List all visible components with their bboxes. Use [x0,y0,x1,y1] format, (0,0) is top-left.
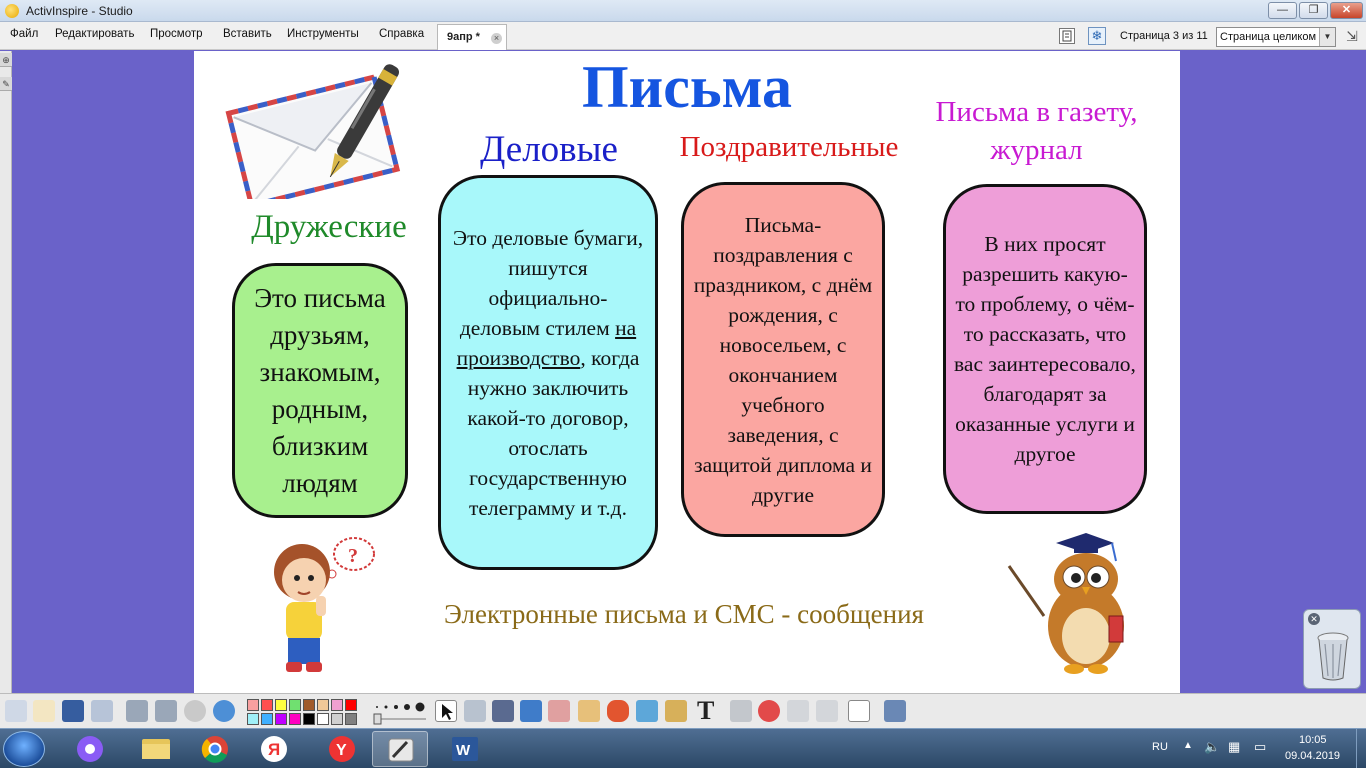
zoom-select[interactable] [1216,27,1336,47]
magic-ink-icon[interactable] [665,700,687,722]
menu-tools[interactable]: Инструменты [287,28,359,40]
main-toolbox [0,693,1366,728]
friendly-letters-text: Это письма друзьям, знакомым, родным, близким людям [254,282,386,498]
page-browser-icon[interactable] [1059,28,1075,44]
tab-close-icon[interactable]: × [491,33,502,44]
color-swatch[interactable] [247,699,259,711]
chevron-down-icon[interactable]: ▼ [1319,28,1335,46]
dual-user-icon[interactable] [884,700,906,722]
volume-icon[interactable]: 🔈 [1204,739,1221,754]
dock-tool-icon[interactable]: ✎ [0,77,12,91]
language-indicator[interactable]: RU [1152,741,1168,753]
color-swatch[interactable] [317,713,329,725]
category-congratulatory-title: Поздравительные [679,131,899,163]
color-palette [245,698,370,726]
yandex-icon[interactable] [314,731,370,767]
color-swatch[interactable] [303,699,315,711]
color-swatch[interactable] [289,713,301,725]
flipchart-page [194,51,1180,693]
newspaper-letters-text: В них просят разрешить какую-то проблему, о чём-то рассказать, что вас заинтересовало, благодарят за оказанные услуги и другое [954,232,1136,466]
play-icon[interactable] [184,700,206,722]
category-business-title: Деловые [480,129,618,170]
color-swatch[interactable] [331,699,343,711]
category-newspaper-title: Письма в газету, журнал [935,96,1138,166]
owl-teacher-illustration [1004,531,1129,676]
menu-bar [0,22,1366,50]
color-swatch[interactable] [275,699,287,711]
color-swatch[interactable] [261,699,273,711]
reset-icon[interactable] [758,700,780,722]
menu-view[interactable]: Просмотр [150,28,203,40]
clear-icon[interactable] [730,700,752,722]
main-menu-icon[interactable] [5,700,27,722]
close-icon[interactable]: ✕ [1308,613,1320,625]
friendly-letters-box[interactable] [232,263,408,518]
activinspire-app-icon [5,4,19,18]
tool-options-icon[interactable] [91,700,113,722]
recycle-bin-icon[interactable] [1316,632,1350,682]
left-dock-strip [0,51,12,693]
tools-wrench-icon[interactable] [464,700,486,722]
close-button[interactable]: ✕ [1330,2,1363,19]
pen-width-slider[interactable] [372,698,430,726]
show-desktop-button[interactable] [1356,729,1366,768]
windows-taskbar [0,728,1366,768]
menu-help[interactable]: Справка [379,28,425,40]
color-swatch[interactable] [331,713,343,725]
color-swatch[interactable] [261,713,273,725]
clock-date[interactable]: 09.04.2019 [1285,750,1341,762]
document-tab[interactable] [437,24,507,50]
question-mark-text: ? [348,545,358,567]
color-swatch[interactable] [275,713,287,725]
redo-icon[interactable] [816,700,838,722]
congratulatory-letters-text: Письма-поздравления с праздником, с днём рождения, с новосельем, с окончанием учебного заведения, с защитой диплома и другие [693,212,873,507]
start-button[interactable] [3,731,45,767]
globe-icon[interactable] [213,700,235,722]
previous-page-icon[interactable] [126,700,148,722]
menu-edit[interactable]: Редактировать [55,28,135,40]
svg-text:Я: Я [268,740,281,759]
eraser-icon[interactable] [548,700,570,722]
business-text-underlined: на производство [456,315,637,370]
expand-icon[interactable]: ⇲ [1346,28,1358,44]
window-title: ActivInspire - Studio [26,4,133,18]
maximize-button[interactable]: ❐ [1299,2,1328,19]
zoom-value: Страница целиком [1220,31,1317,43]
clock-time[interactable]: 10:05 [1299,734,1327,746]
footer-electronic-letters: Электронные письма и СМС - сообщения [444,599,924,629]
color-swatch[interactable] [247,713,259,725]
fill-bucket-icon[interactable] [578,700,600,722]
category-friendly-title: Дружеские [251,209,407,245]
pen-icon[interactable] [492,700,514,722]
show-hidden-icons-icon[interactable]: ▲ [1183,740,1193,751]
desktop-annotate-icon[interactable] [62,700,84,722]
power-icon[interactable]: ▭ [1254,739,1267,754]
yandex-browser-icon[interactable] [246,731,302,767]
color-swatch[interactable] [303,713,315,725]
title-bar [0,0,1366,22]
word-icon[interactable] [437,731,493,767]
minimize-button[interactable]: — [1268,2,1297,19]
alice-assistant-icon[interactable] [62,731,118,767]
color-swatch[interactable] [345,713,357,725]
business-text-part1: Это деловые бумаги, пишутся официально-деловым стилем [452,225,644,340]
select-cursor-icon[interactable] [435,700,457,722]
file-explorer-icon[interactable] [128,731,184,767]
newspaper-letters-box[interactable] [943,184,1147,514]
connector-icon[interactable] [636,700,658,722]
svg-text:W: W [456,742,471,759]
svg-text:Y: Y [336,742,347,759]
page-list-icon[interactable] [848,700,870,722]
page-counter: Страница 3 из 11 [1120,30,1208,42]
menu-insert[interactable]: Вставить [223,28,272,40]
congratulatory-letters-box[interactable] [681,182,885,537]
color-swatch[interactable] [345,699,357,711]
next-page-icon[interactable] [155,700,177,722]
snowflake-icon[interactable]: ❄ [1088,27,1106,45]
document-tab-label: 9апр * [447,31,480,43]
business-letters-text [449,223,647,523]
page-title: Письма [581,54,793,120]
business-text-part2: , когда нужно заключить какой-то договор, отослать государственную телеграмму и т.д. [467,345,640,520]
shape-icon[interactable] [607,700,629,722]
highlighter-icon[interactable] [520,700,542,722]
undo-icon[interactable] [787,700,809,722]
text-tool-icon[interactable]: T [697,696,715,725]
chrome-icon[interactable] [187,731,243,767]
color-swatch[interactable] [317,699,329,711]
activinspire-task-icon[interactable] [372,731,428,767]
business-letters-box[interactable] [438,175,658,570]
recycle-bin-panel[interactable] [1303,609,1361,689]
menu-file[interactable]: Файл [10,28,39,40]
network-icon[interactable]: ▦ [1228,739,1241,754]
dock-pin-icon[interactable]: ⊕ [0,53,12,67]
profile-icon[interactable] [33,700,55,722]
color-swatch[interactable] [289,699,301,711]
